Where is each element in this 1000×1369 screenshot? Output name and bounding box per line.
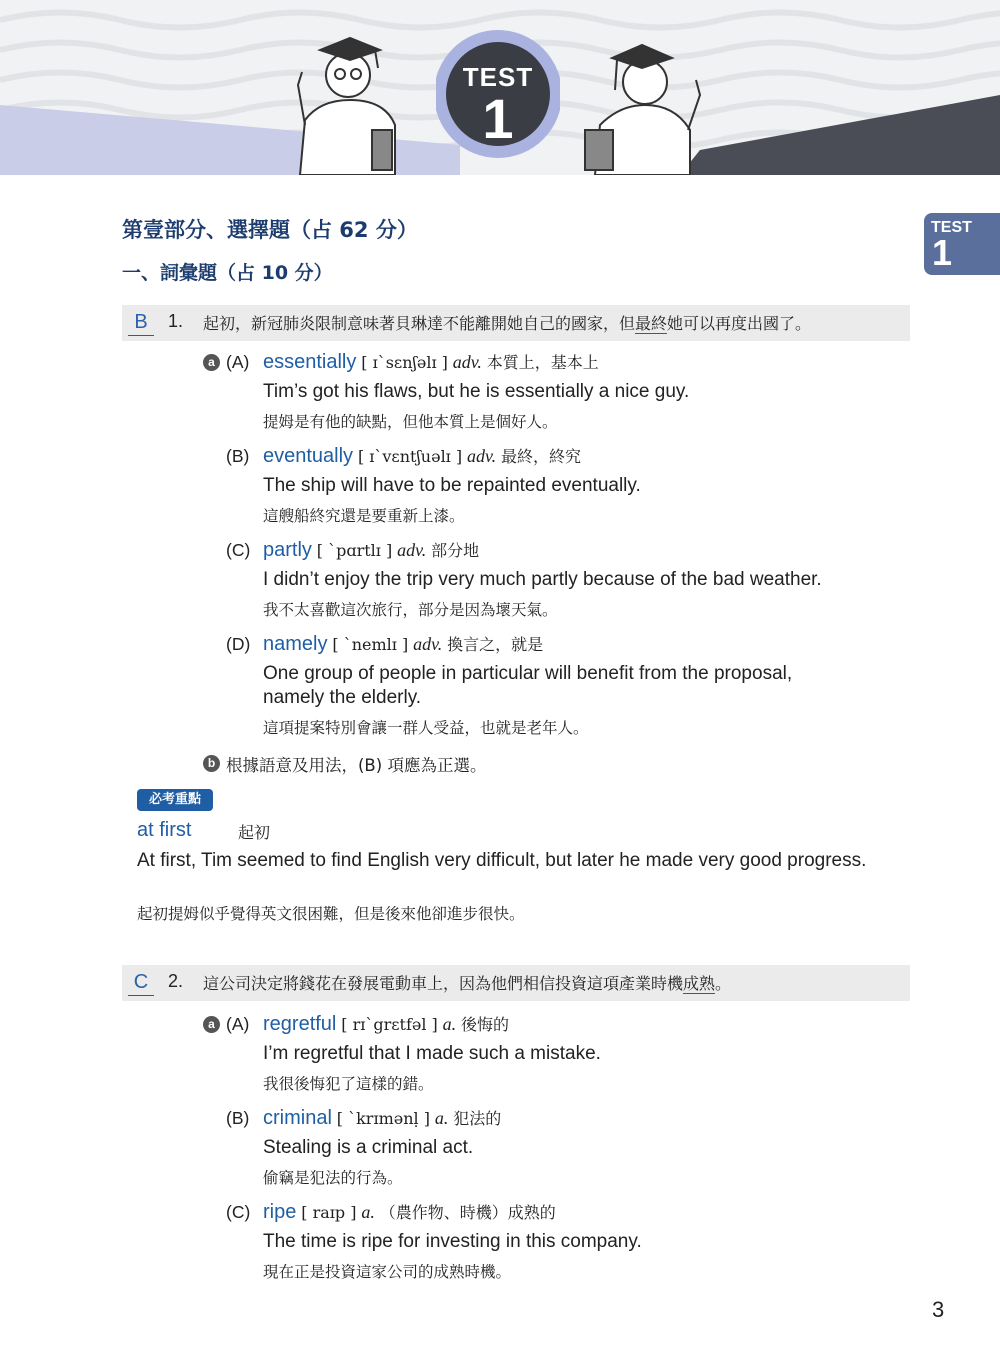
badge-label: TEST [462,62,534,92]
part-of-speech: a. [442,1014,457,1034]
vocab-word: regretful [263,1013,337,1035]
question-text-part: 。 [715,974,732,993]
badge-number: 1 [482,87,514,150]
part-of-speech: adv. [467,446,497,466]
option-label: (B) [226,1108,250,1128]
vocab-word: eventually [263,445,354,467]
example-en: The time is ripe for investing in this company. [263,1231,642,1252]
option-label: (A) [226,352,250,372]
definition: （農作物、時機）成熟的 [379,1205,556,1222]
option-line [226,1012,509,1036]
question-1-answer: B [134,311,148,333]
option-label: (D) [226,634,251,654]
definition: 本質上，基本上 [486,355,599,372]
question-2-bar [122,965,910,1001]
vocab-word: essentially [263,351,357,373]
question-1-number: 1. [168,311,184,331]
part-of-speech: adv. [397,540,427,560]
definition: 犯法的 [453,1111,502,1128]
example-en: One group of people in particular will benefit from the proposal, [263,663,793,684]
option-line [226,1106,501,1130]
definition: 後悔的 [461,1017,510,1034]
example-zh: 現在正是投資這家公司的成熟時機。 [263,1263,512,1281]
vocab-word: namely [263,633,328,655]
vocab-word: ripe [263,1201,297,1223]
example-en: namely the elderly. [263,687,422,708]
page-number: 3 [932,1297,945,1322]
option-line [226,632,543,656]
part-of-speech: a. [361,1202,375,1222]
pronunciation: [ ˋnemlɪ ] [332,635,409,654]
circle-a-icon: a [203,354,220,371]
option-label: (B) [226,446,250,466]
section-title: 第壹部分、選擇題（占 62 分） [122,218,418,242]
student-boy-illustration [298,38,395,175]
option-line [226,538,479,562]
subsection-title: 一、詞彙題（占 10 分） [122,262,333,284]
part-of-speech: adv. [452,352,482,372]
page-header-banner [0,0,1000,175]
question-2-answer: C [133,971,149,993]
question-1-text [203,311,811,334]
question-text-part: 她可以再度出國了。 [667,314,812,333]
circle-b-icon: b [203,755,220,772]
option-line [226,1200,556,1224]
question-text-part: 這公司決定將錢花在發展電動車上，因為他們相信投資這項產業時機 [203,974,684,993]
option-line [226,350,599,374]
definition: 部分地 [431,543,480,560]
side-tab-number: 1 [932,232,953,273]
example-zh: 提姆是有他的缺點，但他本質上是個好人。 [263,413,558,431]
pronunciation: [ ɪˋvɛntʃuəlɪ ] [357,447,463,466]
part-of-speech: adv. [413,634,443,654]
key-example-zh: 起初提姆似乎覺得英文很困難，但是後來他卻進步很快。 [137,905,525,923]
option-label: (C) [226,1202,251,1222]
part-of-speech: a. [434,1108,449,1128]
example-en: The ship will have to be repainted eventually. [263,475,641,496]
pronunciation: [ raɪp ] [301,1203,357,1222]
vocab-word: criminal [263,1107,332,1129]
pronunciation: [ ɪˋsɛnʃəlɪ ] [361,353,448,372]
example-en: Stealing is a criminal act. [263,1137,474,1158]
side-tab-label: TEST [931,219,972,236]
vocab-word: partly [263,539,312,561]
pronunciation: [ rɪˋgrɛtfəl ] [341,1015,438,1034]
example-en: I didn’t enjoy the trip very much partly because of the bad weather. [263,569,822,590]
example-zh: 偷竊是犯法的行為。 [263,1169,403,1187]
question-2-number: 2. [168,971,184,991]
pronunciation: [ ˋkrɪmənḷ ] [336,1109,430,1128]
question-text-part: 起初，新冠肺炎限制意味著貝琳達不能離開她自己的國家，但 [203,314,636,333]
question-1-bar [122,305,910,341]
explanation-note: 根據語意及用法，(B) 項應為正選。 [226,756,487,775]
key-example-en: At first, Tim seemed to find English very difficult, but later he made very good progress. [137,850,867,871]
example-zh: 這項提案特別會讓一群人受益，也就是老年人。 [263,719,589,737]
option-label: (A) [226,1014,250,1034]
key-phrase-translation: 起初 [238,823,271,842]
option-label: (C) [226,540,251,560]
question-underlined-word: 成熟 [683,974,716,993]
circle-a-icon: a [203,1016,220,1033]
pronunciation: [ ˋpɑrtlɪ ] [316,541,393,560]
side-test-tab [924,213,1000,275]
option-line [226,444,581,468]
question-underlined-word: 最終 [635,314,668,333]
question-2-text [203,971,731,994]
definition: 換言之，就是 [447,637,544,654]
key-point-badge: 必考重點 [137,789,213,811]
definition: 最終，終究 [501,449,582,466]
example-en: Tim’s got his flaws, but he is essentially a nice guy. [263,381,690,402]
example-en: I’m regretful that I made such a mistake. [263,1043,601,1064]
example-zh: 我很後悔犯了這樣的錯。 [263,1075,434,1093]
test-badge [436,22,560,162]
example-zh: 這艘船終究還是要重新上漆。 [263,507,465,525]
answer-underline [128,335,154,336]
example-zh: 我不太喜歡這次旅行，部分是因為壞天氣。 [263,601,558,619]
key-phrase: at first [137,819,192,841]
answer-underline [128,995,154,996]
